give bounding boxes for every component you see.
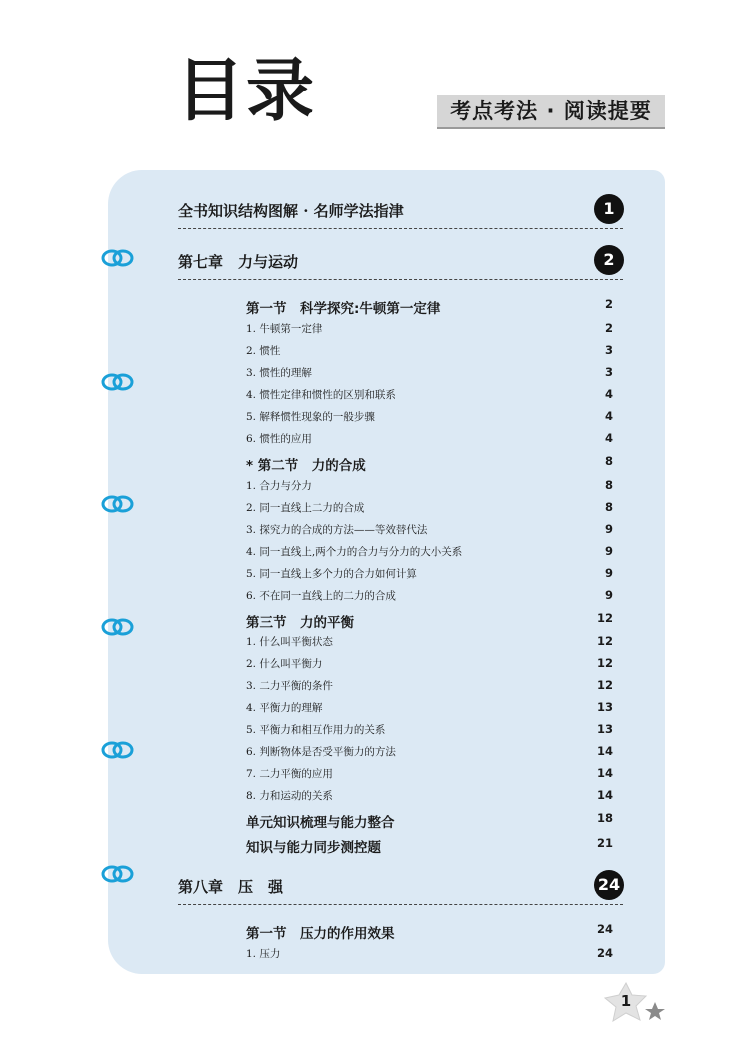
page-ref: 2	[604, 297, 613, 311]
page-ref: 18	[596, 811, 613, 825]
page-ref: 3	[604, 365, 613, 379]
toc-item[interactable]	[0, 431, 750, 453]
item-label: 2. 惯性	[246, 345, 281, 357]
toc-item[interactable]	[0, 365, 750, 387]
toc-item[interactable]	[0, 722, 750, 744]
page-ref: 8	[604, 454, 613, 468]
toc-section[interactable]	[0, 454, 750, 476]
item-label: 4. 平衡力的理解	[246, 702, 323, 714]
page-ref: 12	[596, 611, 613, 625]
item-label: 8. 力和运动的关系	[246, 790, 333, 802]
toc-item[interactable]	[0, 343, 750, 365]
toc-item[interactable]	[0, 544, 750, 566]
page-ref: 9	[604, 522, 613, 536]
item-label: 6. 不在同一直线上的二力的合成	[246, 590, 396, 602]
toc-item[interactable]	[0, 588, 750, 610]
page-badge: 1	[594, 194, 624, 224]
toc-section[interactable]	[0, 611, 750, 633]
page-ref: 9	[604, 588, 613, 602]
page-ref: 4	[604, 409, 613, 423]
page-ref: 12	[596, 678, 613, 692]
item-label: 1. 合力与分力	[246, 480, 312, 492]
page-number-badge	[599, 982, 669, 1032]
toc-item[interactable]	[0, 656, 750, 678]
toc-item[interactable]	[0, 700, 750, 722]
toc-item[interactable]	[0, 500, 750, 522]
item-label: 5. 同一直线上多个力的合力如何计算	[246, 568, 417, 580]
toc-section[interactable]	[0, 922, 750, 944]
toc-item[interactable]	[0, 387, 750, 409]
toc-section[interactable]	[0, 811, 750, 833]
toc-section[interactable]	[0, 836, 750, 858]
toc-item[interactable]	[0, 678, 750, 700]
toc-item[interactable]	[0, 744, 750, 766]
page-ref: 4	[604, 387, 613, 401]
item-label: 6. 判断物体是否受平衡力的方法	[246, 746, 396, 758]
page-ref: 24	[596, 946, 613, 960]
page-ref: 13	[596, 722, 613, 736]
toc-section[interactable]	[0, 297, 750, 319]
item-label: 6. 惯性的应用	[246, 433, 312, 445]
toc-chapter-7[interactable]	[178, 249, 623, 280]
section-label: 第三节 力的平衡	[246, 615, 354, 631]
page-ref: 3	[604, 343, 613, 357]
item-label: 3. 惯性的理解	[246, 367, 312, 379]
toc-chapter-8[interactable]	[178, 874, 623, 905]
item-label: 1. 什么叫平衡状态	[246, 636, 333, 648]
item-label: 5. 平衡力和相互作用力的关系	[246, 724, 386, 736]
page-ref: 14	[596, 766, 613, 780]
item-label: 1. 牛顿第一定律	[246, 323, 323, 335]
binder-ring-icon	[101, 864, 135, 884]
chapter-label: 第八章 压 强	[178, 878, 284, 896]
section-label: 第一节 科学探究:牛顿第一定律	[246, 301, 441, 317]
item-label: 4. 同一直线上,两个力的合力与分力的大小关系	[246, 546, 463, 558]
item-label: 4. 惯性定律和惯性的区别和联系	[246, 389, 396, 401]
toc-entry-label: 全书知识结构图解 · 名师学法指津	[178, 202, 404, 220]
page-ref: 2	[604, 321, 613, 335]
page-ref: 9	[604, 566, 613, 580]
item-label: 1. 压力	[246, 948, 281, 960]
page-badge: 2	[594, 245, 624, 275]
section-label: * 第二节 力的合成	[246, 458, 366, 474]
item-label: 7. 二力平衡的应用	[246, 768, 333, 780]
item-label: 3. 探究力的合成的方法——等效替代法	[246, 524, 428, 536]
item-label: 5. 解释惯性现象的一般步骤	[246, 411, 375, 423]
page-ref: 12	[596, 634, 613, 648]
page-ref: 21	[596, 836, 613, 850]
toc-item[interactable]	[0, 478, 750, 500]
page-title: 目录	[176, 52, 317, 131]
page-badge: 24	[594, 870, 624, 900]
toc-item[interactable]	[0, 566, 750, 588]
toc-item[interactable]	[0, 321, 750, 343]
page-ref: 12	[596, 656, 613, 670]
binder-ring-icon	[101, 248, 135, 268]
item-label: 3. 二力平衡的条件	[246, 680, 333, 692]
chapter-label: 第七章 力与运动	[178, 253, 299, 271]
section-label: 第一节 压力的作用效果	[246, 926, 395, 942]
page-ref: 4	[604, 431, 613, 445]
page-ref: 24	[596, 922, 613, 936]
toc-item[interactable]	[0, 946, 750, 968]
page-ref: 14	[596, 788, 613, 802]
section-label: 单元知识梳理与能力整合	[246, 815, 395, 831]
toc-item[interactable]	[0, 409, 750, 431]
page-subtitle: 考点考法 · 阅读提要	[437, 95, 665, 129]
toc-item[interactable]	[0, 634, 750, 656]
toc-entry-front[interactable]	[178, 198, 623, 229]
page-ref: 9	[604, 544, 613, 558]
page-ref: 8	[604, 478, 613, 492]
page-ref: 8	[604, 500, 613, 514]
page-ref: 13	[596, 700, 613, 714]
page-number: 1	[620, 992, 632, 1010]
page-ref: 14	[596, 744, 613, 758]
toc-item[interactable]	[0, 522, 750, 544]
item-label: 2. 同一直线上二力的合成	[246, 502, 365, 514]
toc-item[interactable]	[0, 788, 750, 810]
section-label: 知识与能力同步测控题	[246, 840, 381, 856]
item-label: 2. 什么叫平衡力	[246, 658, 323, 670]
toc-item[interactable]	[0, 766, 750, 788]
